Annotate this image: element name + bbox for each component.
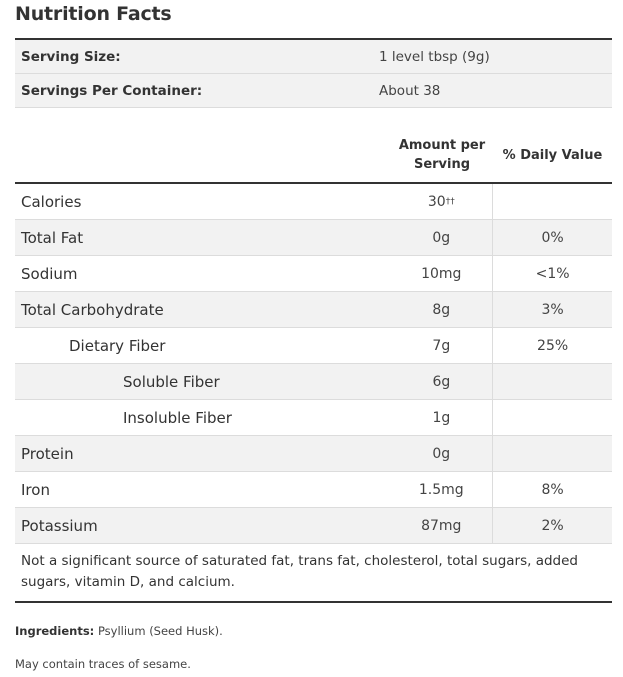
footnote-mark: †† — [445, 196, 455, 207]
serving-info — [15, 38, 612, 108]
nutrient-amount: 8g — [390, 292, 493, 327]
nutrition-table — [15, 128, 612, 603]
nutrient-daily-value: 8% — [541, 481, 564, 498]
nutrient-daily-value — [493, 436, 612, 471]
nutrient-daily-value: 0% — [541, 229, 564, 246]
nutrient-amount: 0g — [390, 220, 493, 255]
table-row — [15, 220, 612, 256]
ingredients-label: Ingredients: — [15, 624, 95, 638]
nutrient-amount: 1.5mg — [390, 472, 493, 507]
table-row — [15, 364, 612, 400]
table-row — [15, 436, 612, 472]
amount-value: 30 — [427, 193, 446, 210]
nutrient-name: Calories — [21, 192, 82, 211]
nutrient-amount — [390, 184, 493, 219]
nutrient-name: Insoluble Fiber — [123, 408, 232, 427]
nutrient-daily-value: 25% — [537, 337, 569, 354]
table-row — [15, 292, 612, 328]
serving-size-label: Serving Size: — [21, 48, 121, 65]
table-row — [15, 472, 612, 508]
nutrient-name: Protein — [21, 444, 74, 463]
nutrient-name: Total Fat — [21, 228, 84, 247]
nutrient-daily-value — [493, 364, 612, 399]
page-title: Nutrition Facts — [15, 3, 172, 25]
nutrient-amount: 10mg — [390, 256, 493, 291]
nutrient-name: Total Carbohydrate — [21, 300, 164, 319]
nutrient-daily-value: 2% — [541, 517, 564, 534]
nutrient-name: Dietary Fiber — [69, 336, 166, 355]
table-row — [15, 256, 612, 292]
nutrient-name: Sodium — [21, 264, 78, 283]
header-amount-per-serving: Amount per Serving — [398, 138, 486, 172]
servings-per-container-row — [15, 73, 612, 107]
nutrient-amount: 6g — [390, 364, 493, 399]
header-daily-value: % Daily Value — [502, 147, 603, 163]
ingredients-line — [15, 624, 223, 638]
allergen-statement: May contain traces of sesame. — [15, 657, 191, 671]
nutrient-amount: 0g — [390, 436, 493, 471]
ingredients-text: Psyllium (Seed Husk). — [97, 624, 223, 638]
servings-per-container-value: About 38 — [379, 82, 441, 99]
nutrient-daily-value: <1% — [535, 265, 570, 282]
servings-per-container-label: Servings Per Container: — [21, 82, 203, 99]
nutrient-daily-value: 3% — [541, 301, 564, 318]
nutrient-name: Soluble Fiber — [123, 372, 220, 391]
table-row — [15, 508, 612, 544]
serving-size-row — [15, 40, 612, 73]
nutrient-name: Potassium — [21, 516, 98, 535]
nutrient-name: Iron — [21, 480, 50, 499]
table-row — [15, 184, 612, 220]
nutrient-daily-value — [493, 400, 612, 435]
nutrient-daily-value — [493, 184, 612, 219]
table-row — [15, 400, 612, 436]
table-header — [15, 128, 612, 184]
table-footnote: Not a significant source of saturated fat, trans fat, cholesterol, total sugars, added sugars, vitamin D, and calcium. — [15, 544, 612, 603]
table-row — [15, 328, 612, 364]
serving-size-value: 1 level tbsp (9g) — [379, 48, 490, 65]
nutrient-amount: 87mg — [390, 508, 493, 543]
nutrient-amount: 1g — [390, 400, 493, 435]
nutrient-amount: 7g — [390, 328, 493, 363]
